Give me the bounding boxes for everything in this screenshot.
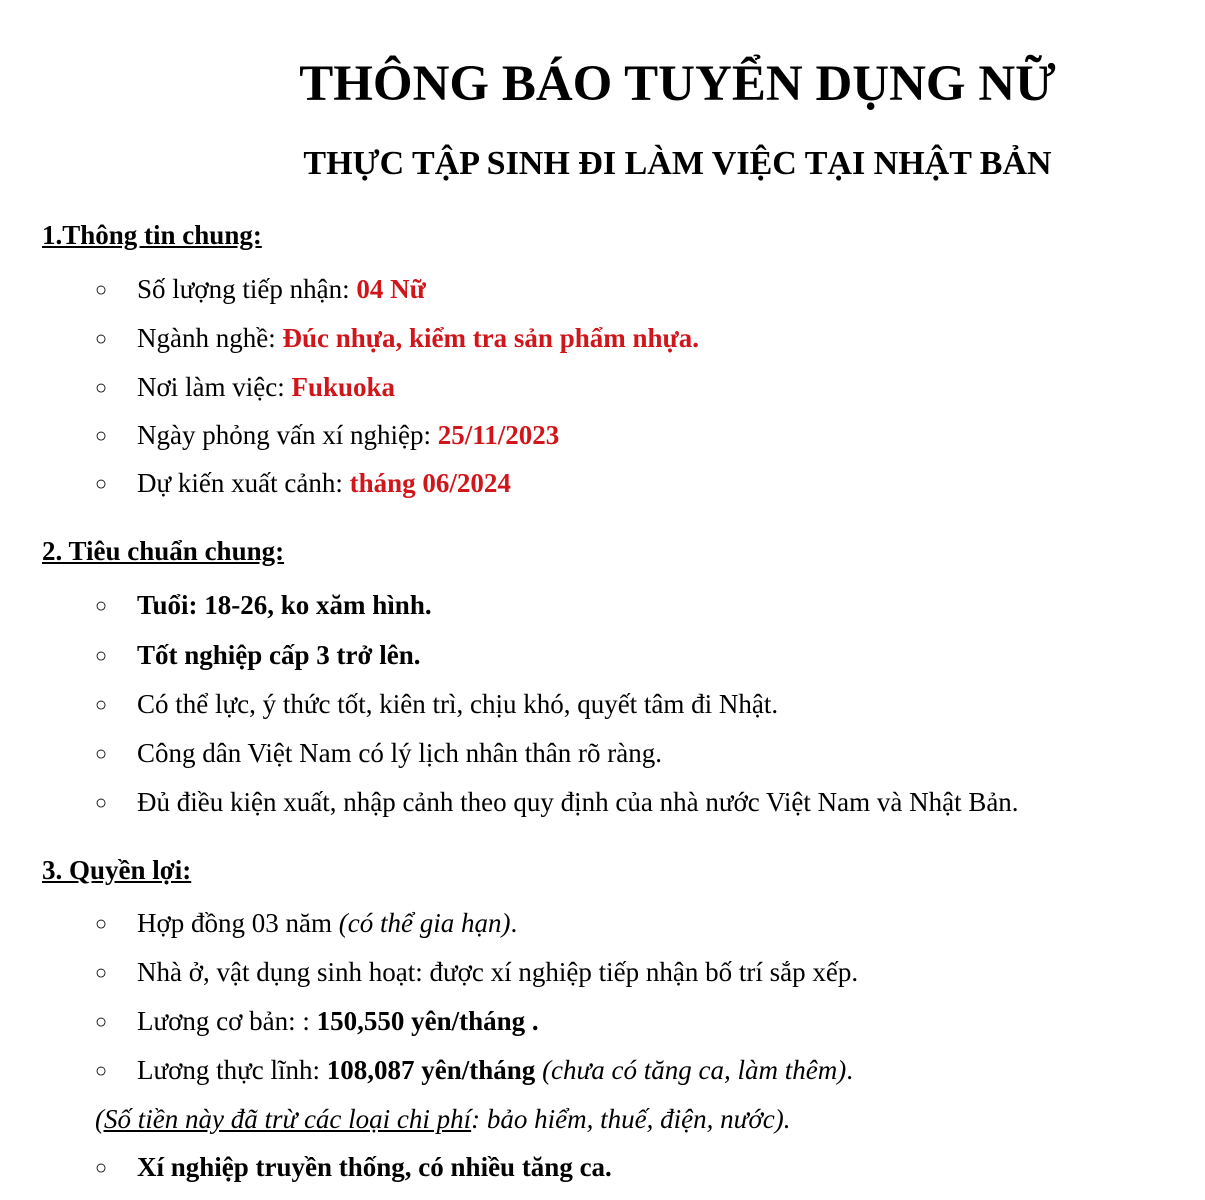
item-text: Lương thực lĩnh: <box>137 1055 327 1085</box>
item-value: Đúc nhựa, kiểm tra sản phẩm nhựa. <box>282 323 699 353</box>
section-heading-general-info: 1.Thông tin chung: <box>42 220 262 250</box>
item-text: Xí nghiệp truyền thống, có nhiều tăng ca. <box>137 1152 612 1182</box>
item-text: Lương cơ bản: : <box>137 1006 317 1036</box>
item-text: Nhà ở, vật dụng sinh hoạt: được xí nghiệp tiếp nhận bố trí sắp xếp. <box>137 957 859 987</box>
list-item-contract <box>95 908 517 939</box>
list-item-interview-date <box>95 420 559 451</box>
bullet-icon: ○ <box>95 473 108 495</box>
bullet-icon: ○ <box>95 425 108 447</box>
item-text: Tuổi: 18-26, ko xăm hình. <box>137 590 432 620</box>
list-item-departure <box>95 468 511 499</box>
item-text: Công dân Việt Nam có lý lịch nhân thân rõ ràng. <box>137 738 663 768</box>
bullet-icon: ○ <box>95 962 108 984</box>
item-text: Đủ điều kiện xuất, nhập cảnh theo quy định của nhà nước Việt Nam và Nhật Bản. <box>137 787 1019 817</box>
note-underlined: (Số tiền này đã trừ các loại chi phí <box>95 1104 472 1134</box>
item-value: tháng 06/2024 <box>349 468 511 498</box>
item-label: Nơi làm việc: <box>137 372 292 402</box>
item-value: 25/11/2023 <box>437 420 560 450</box>
list-item-fitness <box>95 689 778 720</box>
salary-note <box>95 1104 790 1135</box>
item-label: Ngày phỏng vấn xí nghiệp: <box>137 420 438 450</box>
list-item-eligibility <box>95 787 1019 818</box>
section-heading-benefits: 3. Quyền lợi: <box>42 855 192 885</box>
item-label: Số lượng tiếp nhận: <box>137 274 357 304</box>
salary-value: 108,087 yên/tháng <box>326 1055 536 1085</box>
bullet-icon: ○ <box>95 743 108 765</box>
item-note: (chưa có tăng ca, làm thêm) <box>535 1055 847 1085</box>
item-text: Hợp đồng 03 năm <box>137 908 339 938</box>
bullet-icon: ○ <box>95 1157 108 1179</box>
list-item-age <box>95 590 432 621</box>
item-note: (có thể gia hạn) <box>338 908 511 938</box>
item-value: 04 Nữ <box>356 274 426 304</box>
bullet-icon: ○ <box>95 645 108 667</box>
list-item-base-salary <box>95 1006 539 1037</box>
bullet-icon: ○ <box>95 792 108 814</box>
list-item-quantity <box>95 274 426 305</box>
bullet-icon: ○ <box>95 694 108 716</box>
bullet-icon: ○ <box>95 328 108 350</box>
item-text: Tốt nghiệp cấp 3 trở lên. <box>137 640 421 670</box>
bullet-icon: ○ <box>95 1011 108 1033</box>
bullet-icon: ○ <box>95 377 108 399</box>
note-rest: : bảo hiểm, thuế, điện, nước). <box>471 1104 791 1134</box>
item-text: Có thể lực, ý thức tốt, kiên trì, chịu khó, quyết tâm đi Nhật. <box>137 689 779 719</box>
bullet-icon: ○ <box>95 595 108 617</box>
item-end: . <box>510 908 518 938</box>
bullet-icon: ○ <box>95 279 108 301</box>
item-label: Dự kiến xuất cảnh: <box>137 468 350 498</box>
item-value: Fukuoka <box>291 372 396 402</box>
bullet-icon: ○ <box>95 913 108 935</box>
page-title: THÔNG BÁO TUYỂN DỤNG NỮ <box>299 56 1056 112</box>
list-item-net-salary <box>95 1055 853 1086</box>
list-item-housing <box>95 957 858 988</box>
item-label: Ngành nghề: <box>137 323 283 353</box>
page-subtitle: THỰC TẬP SINH ĐI LÀM VIỆC TẠI NHẬT BẢN <box>303 145 1052 182</box>
list-item-overtime <box>95 1152 612 1183</box>
list-item-occupation <box>95 323 699 354</box>
list-item-education <box>95 640 420 671</box>
item-end: . <box>846 1055 853 1085</box>
list-item-citizenship <box>95 738 662 769</box>
section-heading-requirements: 2. Tiêu chuẩn chung: <box>42 536 285 566</box>
salary-value: 150,550 yên/tháng . <box>316 1006 539 1036</box>
list-item-workplace <box>95 372 395 403</box>
bullet-icon: ○ <box>95 1060 108 1082</box>
